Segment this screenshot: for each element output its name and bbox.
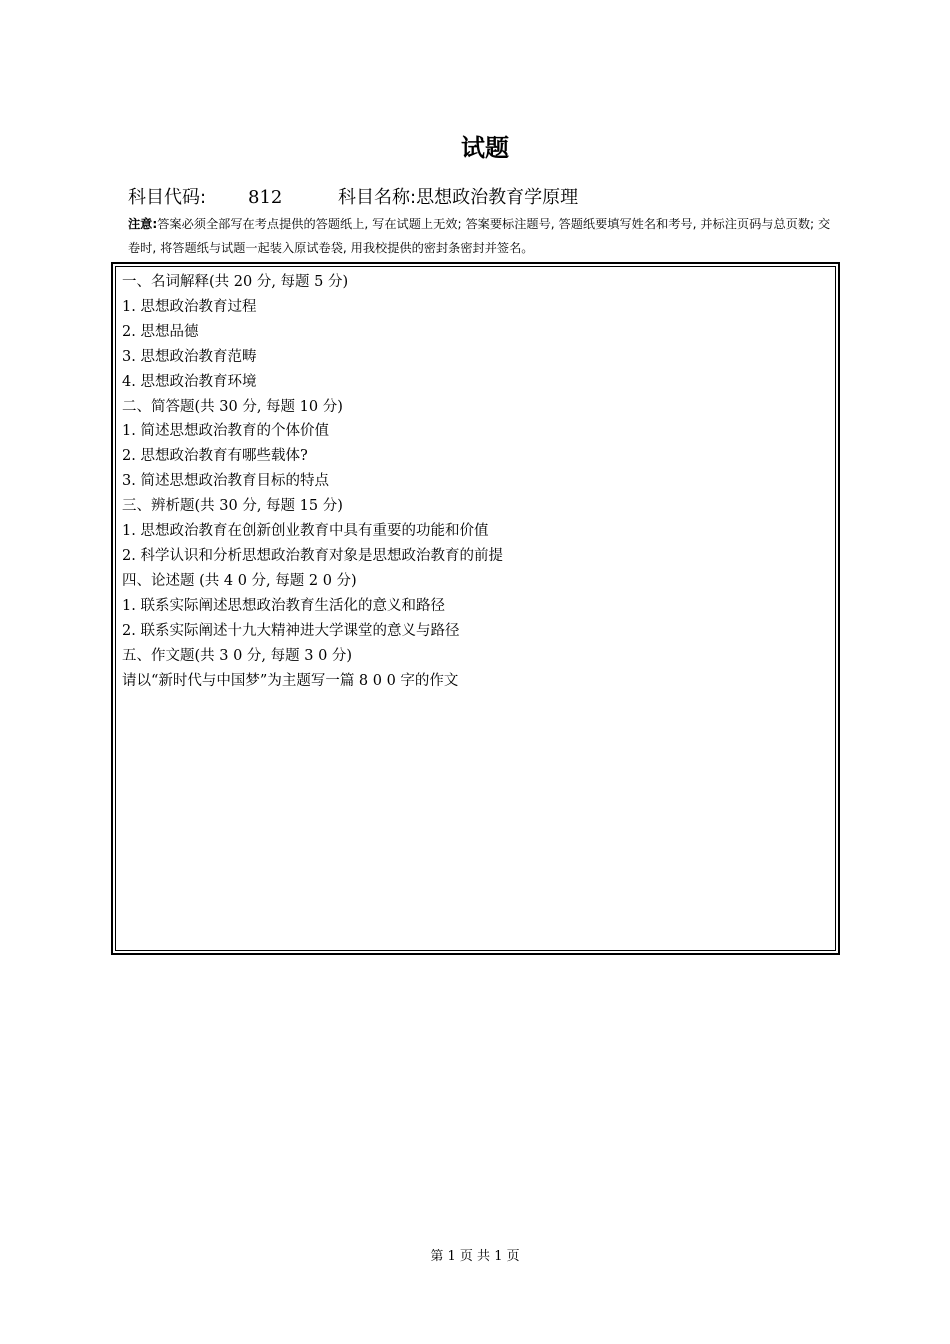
question-frame-inner <box>115 266 836 951</box>
subject-name-label: 科目名称: <box>338 187 417 208</box>
page-suffix: 页 <box>506 1249 520 1264</box>
subject-code: 812 <box>248 187 283 208</box>
question-item: 1. 联系实际阐述思想政治教育生活化的意义和路径 <box>122 597 445 614</box>
page-number: 1 <box>447 1249 456 1264</box>
subject-info <box>128 185 578 211</box>
question-item: 请以“新时代与中国梦”为主题写一篇 8 0 0 字的作文 <box>122 672 459 689</box>
question-item: 1. 思想政治教育在创新创业教育中具有重要的功能和价值 <box>122 523 489 540</box>
question-item: 2. 思想政治教育有哪些载体? <box>122 448 308 465</box>
notice-label: 注意: <box>128 217 158 231</box>
section-heading: 三、辨析题(共 30 分, 每题 15 分) <box>122 498 343 515</box>
question-item: 1. 简述思想政治教育的个体价值 <box>122 423 329 440</box>
page-middle: 页 共 <box>459 1249 491 1264</box>
exam-title: 试题 <box>461 134 509 162</box>
question-item: 2. 思想品德 <box>122 323 199 340</box>
question-item: 1. 思想政治教育过程 <box>122 298 257 315</box>
question-frame <box>111 262 840 955</box>
question-item: 3. 简述思想政治教育目标的特点 <box>122 473 329 490</box>
section-heading: 二、简答题(共 30 分, 每题 10 分) <box>122 398 343 415</box>
question-item: 4. 思想政治教育环境 <box>122 373 257 390</box>
section-heading: 四、论述题 (共 4 0 分, 每题 2 0 分) <box>122 572 357 589</box>
question-item: 2. 科学认识和分析思想政治教育对象是思想政治教育的前提 <box>122 547 503 564</box>
page-footer <box>0 1247 950 1267</box>
question-item: 3. 思想政治教育范畴 <box>122 348 257 365</box>
question-item: 2. 联系实际阐述十九大精神进大学课堂的意义与路径 <box>122 622 460 639</box>
page-prefix: 第 <box>430 1249 444 1264</box>
section-heading: 一、名词解释(共 20 分, 每题 5 分) <box>122 274 349 290</box>
page-total: 1 <box>494 1249 503 1264</box>
subject-name: 思想政治教育学原理 <box>416 187 579 208</box>
exam-notice <box>128 212 833 260</box>
section-heading: 五、作文题(共 3 0 分, 每题 3 0 分) <box>122 647 353 664</box>
subject-code-label: 科目代码: <box>128 187 207 208</box>
notice-text: 答案必须全部写在考点提供的答题纸上, 写在试题上无效; 答案要标注题号, 答题纸要填写姓名和考号, 并标注页码与总页数; 交卷时, 将答题纸与试题一起装入原试卷袋, 用我校提供的密封条密封并签名。 <box>128 217 831 255</box>
